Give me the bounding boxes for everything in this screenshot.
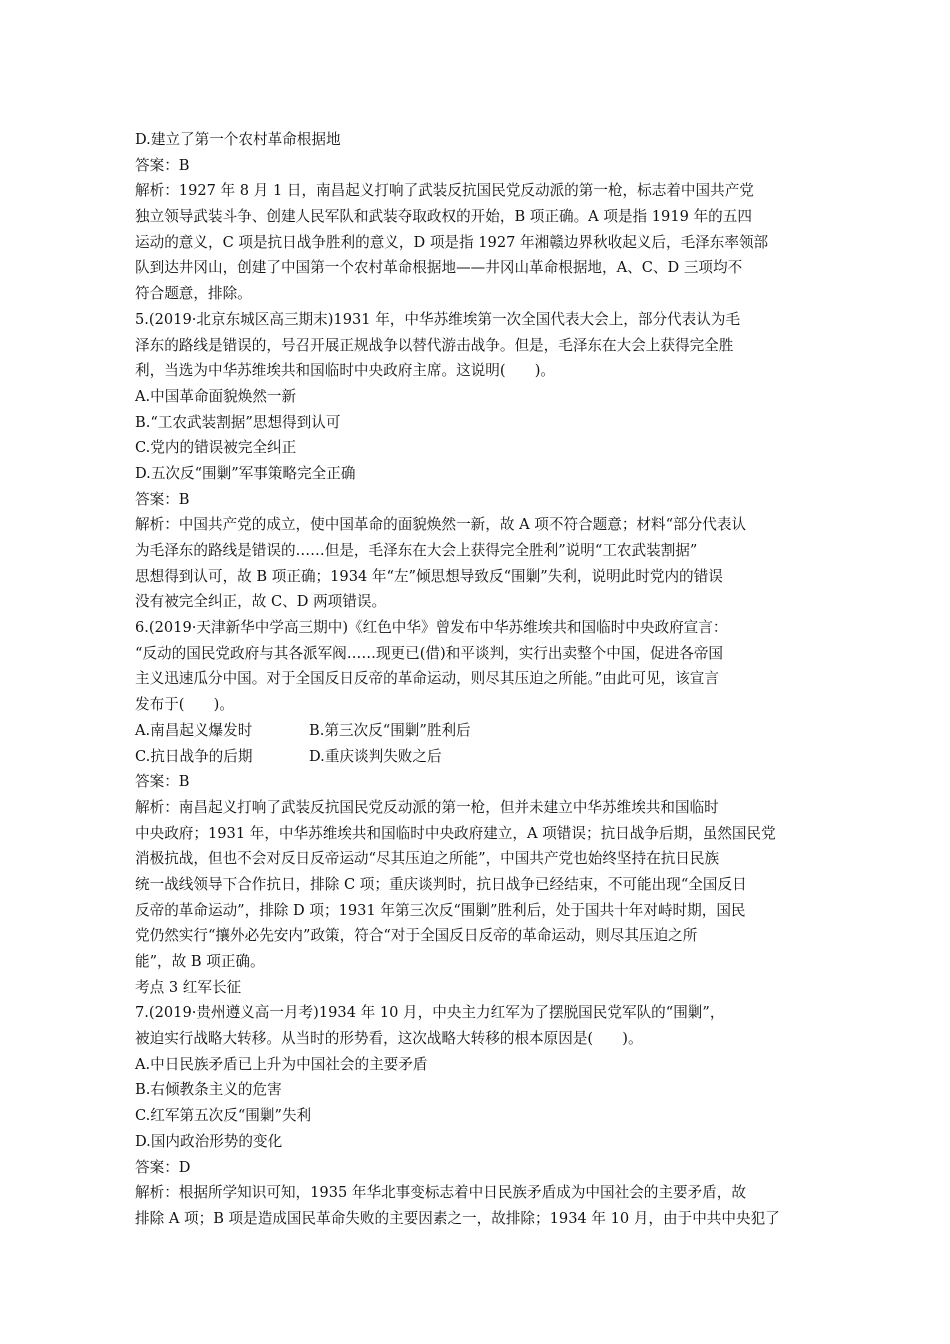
- text-line: 答案：B: [135, 490, 190, 508]
- text-line: “反动的国民党政府与其各派军阀……现更已(借)和平谈判，实行出卖整个中国，促进各帝国: [135, 644, 724, 662]
- text-line: A.中国革命面貌焕然一新: [135, 387, 297, 405]
- text-line: 运动的意义，C 项是抗日战争胜利的意义，D 项是指 1927 年湘赣边界秋收起义后，毛泽东率领部: [135, 233, 769, 251]
- text-line: 答案：B: [135, 156, 190, 174]
- text-line: 解析：根据所学知识可知，1935 年华北事变标志着中日民族矛盾成为中国社会的主要矛盾，故: [135, 1184, 746, 1202]
- text-block-1: [135, 127, 825, 718]
- text-line: 主义迅速瓜分中国。对于全国反日反帝的革命运动，则尽其压迫之所能。”由此可见，该宣言: [135, 670, 719, 688]
- text-line: 被迫实行战略大转移。从当时的形势看，这次战略大转移的根本原因是( )。: [135, 1030, 643, 1048]
- text-line: 答案：B: [135, 773, 190, 791]
- document-page: [135, 127, 825, 1232]
- text-line: 泽东的路线是错误的，号召开展正规战争以替代游击战争。但是，毛泽东在大会上获得完全胜: [135, 336, 734, 354]
- q6-options-row-2: [135, 744, 825, 770]
- text-line: 队到达井冈山，创建了中国第一个农村革命根据地——井冈山革命根据地，A、C、D 三项均不: [135, 259, 743, 277]
- text-line: 7.(2019·贵州遵义高一月考)1934 年 10 月，中央主力红军为了摆脱国民党军队的“围剿”，: [135, 1004, 725, 1022]
- text-line: 5.(2019·北京东城区高三期末)1931 年，中华苏维埃第一次全国代表大会上，部分代表认为毛: [135, 310, 741, 328]
- text-line: A.中日民族矛盾已上升为中国社会的主要矛盾: [135, 1055, 428, 1073]
- q6-option-c: C.抗日战争的后期: [135, 747, 253, 765]
- text-line: 排除 A 项；B 项是造成国民革命失败的主要因素之一，故排除；1934 年 10 月，由于中共中央犯了: [135, 1209, 780, 1227]
- text-line: 没有被完全纠正，故 C、D 两项错误。: [135, 593, 387, 611]
- text-line: 党仍然实行“攘外必先安内”政策，符合“对于全国反日反帝的革命运动，则尽其压迫之所: [135, 927, 698, 945]
- text-line: 符合题意，排除。: [135, 285, 252, 303]
- text-line: D.建立了第一个农村革命根据地: [135, 131, 341, 148]
- text-line: 独立领导武装斗争、创建人民军队和武装夺取政权的开始，B 项正确。A 项是指 1919 年的五四: [135, 208, 752, 226]
- text-line: 消极抗战，但也不会对反日反帝运动“尽其压迫之所能”，中国共产党也始终坚持在抗日民族: [135, 850, 720, 868]
- text-line: 中央政府；1931 年，中华苏维埃共和国临时中央政府建立，A 项错误；抗日战争后期，虽然国民党: [135, 824, 776, 842]
- text-line: 6.(2019·天津新华中学高三期中)《红色中华》曾发布中华苏维埃共和国临时中央政府宣言：: [135, 619, 728, 637]
- text-line: 解析：1927 年 8 月 1 日，南昌起义打响了武装反抗国民党反动派的第一枪，标志着中国共产党: [135, 182, 754, 200]
- text-line: 思想得到认可，故 B 项正确；1934 年“左”倾思想导致反“围剿”失利，说明此时党内的错误: [135, 567, 723, 585]
- text-line: B.右倾教条主义的危害: [135, 1081, 282, 1099]
- q6-option-d: D.重庆谈判失败之后: [309, 747, 442, 765]
- text-line: B.“工农武装割据”思想得到认可: [135, 413, 341, 431]
- text-line: 答案：D: [135, 1158, 191, 1176]
- text-line: C.党内的错误被完全纠正: [135, 439, 297, 457]
- text-line: 为毛泽东的路线是错误的……但是，毛泽东在大会上获得完全胜利”说明“工农武装割据”: [135, 542, 698, 559]
- text-line: 考点 3 红军长征: [135, 978, 242, 996]
- text-line: 统一战线领导下合作抗日，排除 C 项；重庆谈判时，抗日战争已经结束，不可能出现“全国反日: [135, 875, 747, 893]
- text-line: 解析：南昌起义打响了武装反抗国民党反动派的第一枪，但并未建立中华苏维埃共和国临时: [135, 798, 719, 816]
- text-line: 发布于( )。: [135, 696, 234, 714]
- text-line: 能”，故 B 项正确。: [135, 953, 265, 970]
- text-line: 反帝的革命运动”，排除 D 项；1931 年第三次反“围剿”胜利后，处于国共十年对峙时期，国民: [135, 901, 746, 919]
- q6-option-b: B.第三次反“围剿”胜利后: [309, 721, 471, 739]
- text-line: 利，当选为中华苏维埃共和国临时中央政府主席。这说明( )。: [135, 362, 556, 380]
- text-line: C.红军第五次反“围剿”失利: [135, 1107, 312, 1125]
- text-line: 解析：中国共产党的成立，使中国革命的面貌焕然一新，故 A 项不符合题意；材料“部分代表认: [135, 516, 747, 534]
- text-block-2: [135, 769, 825, 1231]
- q6-options-row-1: [135, 718, 825, 744]
- text-line: D.五次反“围剿”军事策略完全正确: [135, 464, 356, 482]
- text-line: D.国内政治形势的变化: [135, 1132, 283, 1150]
- q6-option-a: A.南昌起义爆发时: [135, 721, 253, 739]
